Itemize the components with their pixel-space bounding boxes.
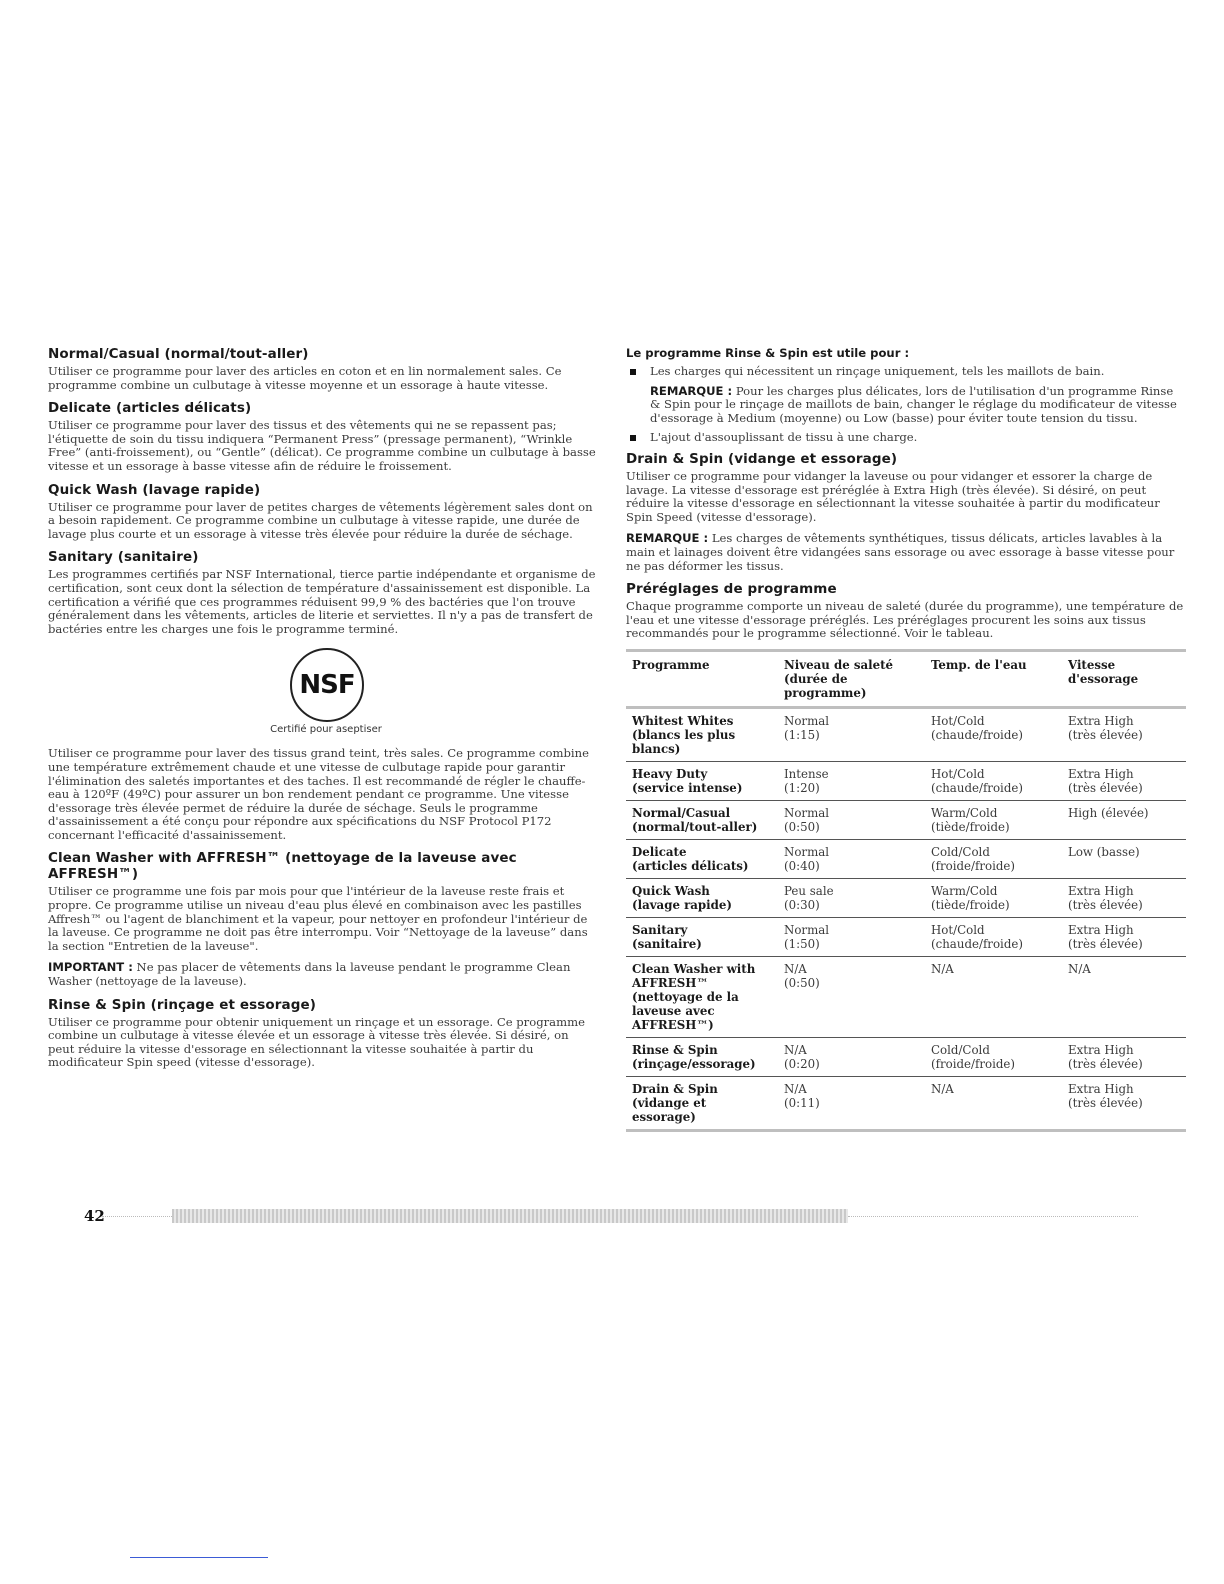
section-title: Le programme Rinse & Spin est utile pour : [626, 346, 910, 360]
cell-line: (articles délicats) [632, 858, 749, 873]
table-cell [925, 707, 1062, 761]
section-sanitary [48, 549, 596, 842]
table-cell [626, 878, 778, 917]
list-item: Les charges qui nécessitent un rinçage uniquement, tels les maillots de bain. [626, 365, 1186, 379]
cell-line: (0:50) [784, 819, 820, 834]
cell-line: (très élevée) [1068, 1056, 1143, 1071]
cell-line: Normal [784, 844, 830, 859]
remark-label: REMARQUE : [626, 531, 709, 546]
section-delicate [48, 400, 596, 473]
table-body [626, 707, 1186, 1130]
cell-line: Low (basse) [1068, 844, 1140, 859]
remark-note [626, 385, 1186, 426]
cell-line: Heavy Duty [632, 766, 708, 781]
table-cell [925, 800, 1062, 839]
table-cell [626, 839, 778, 878]
bullet-list [626, 365, 1186, 379]
footer-divider [102, 1216, 172, 1217]
section-title: Quick Wash (lavage rapide) [48, 481, 261, 498]
section-text: Utiliser ce programme pour laver des tissus grand teint, très sales. Ce programme combine une température extrêmement chaude et une vitesse de culbutage rapide pour garantir l'élimination des saletés importantes et des taches. Il est recommandé de régler le chauffe-eau à 120ºF (49ºC) pour assurer un bon rendement pendant ce programme. Une vitesse d'essorage très élevée permet de réduire la durée de séchage. Seuls le programme d'assainissement a été conçu pour répondre aux spécifications du NSF Protocol P172 concernant l'efficacité d'assainissement. [48, 746, 589, 842]
section-title: Préréglages de programme [626, 581, 837, 598]
column-header: Niveau de saleté (durée de programme) [778, 650, 925, 707]
cell-line: Whitest Whites [632, 713, 734, 728]
cell-line: Peu sale [784, 883, 834, 898]
cell-line: N/A [931, 961, 954, 976]
cell-line: (1:50) [784, 936, 820, 951]
cell-line: Normal [784, 713, 830, 728]
table-header-row [626, 650, 1186, 707]
cell-line: (0:50) [784, 975, 820, 990]
table-row [626, 707, 1186, 761]
cell-line: (froide/froide) [931, 1056, 1016, 1071]
cell-line: Extra High [1068, 883, 1134, 898]
cell-line: Cold/Cold [931, 844, 990, 859]
table-cell [1062, 956, 1186, 1037]
table-row [626, 917, 1186, 956]
cell-line: N/A [1068, 961, 1091, 976]
table-cell [626, 800, 778, 839]
column-header: Temp. de l'eau [925, 650, 1062, 707]
table-cell [778, 956, 925, 1037]
section-title: Normal/Casual (normal/tout-aller) [48, 346, 309, 362]
cell-line: Rinse & Spin [632, 1042, 718, 1057]
table-cell [925, 761, 1062, 800]
table-row [626, 956, 1186, 1037]
nsf-caption: Certifié pour aseptiser [270, 724, 382, 736]
table-cell [778, 1037, 925, 1076]
bottom-rule [130, 1557, 268, 1558]
cell-line: (service intense) [632, 780, 743, 795]
table-cell [1062, 761, 1186, 800]
section-clean-washer [48, 850, 596, 988]
nsf-logo-icon: NSF [290, 648, 364, 722]
section-drain-spin [626, 451, 1186, 573]
cell-line: Extra High [1068, 1081, 1134, 1096]
cell-line: Delicate [632, 844, 687, 859]
table-cell [925, 1037, 1062, 1076]
section-rinse-spin [48, 997, 596, 1070]
table-cell [626, 956, 778, 1037]
cell-line: (0:11) [784, 1095, 820, 1110]
section-presets [626, 581, 1186, 641]
section-text: Utiliser ce programme pour vidanger la laveuse ou pour vidanger et essorer la charge de lavage. La vitesse d'essorage est préréglée à Extra High (très élevée). Si désiré, on peut réduire la vitesse d'essorage en sélectionnant la vitesse souhaitée à partir du modificateur Spin Speed (vitesse d'essorage). [626, 468, 1160, 524]
cell-line: Extra High [1068, 713, 1134, 728]
cell-line: (vidange et essorage) [632, 1095, 707, 1124]
cell-line: (rinçage/essorage) [632, 1056, 756, 1071]
remark-text: Les charges de vêtements synthétiques, tissus délicats, articles lavables à la main et lainages doivent être vidangées sans essorage ou avec essorage à basse vitesse pour ne pas déformer les tissus. [626, 531, 1175, 573]
remark-text: Pour les charges plus délicates, lors de l'utilisation d'un programme Rinse & Spin pour le rinçage de maillots de bain, changer le réglage du modificateur de vitesse d'essorage à Medium (moyenne) ou Low (basse) pour éviter toute tension du tissu. [650, 383, 1177, 425]
page-footer [40, 1207, 1140, 1227]
cell-line: (1:15) [784, 727, 820, 742]
cell-line: (chaude/froide) [931, 936, 1023, 951]
list-item: L'ajout d'assouplissant de tissu à une charge. [626, 431, 1186, 445]
left-column [48, 346, 596, 1078]
table-row [626, 1076, 1186, 1130]
table-cell [778, 878, 925, 917]
cell-line: Hot/Cold [931, 922, 985, 937]
table-cell [778, 839, 925, 878]
cell-line: Sanitary [632, 922, 688, 937]
cell-line: (très élevée) [1068, 727, 1143, 742]
section-quick-wash [48, 482, 596, 542]
cell-line: (très élevée) [1068, 897, 1143, 912]
important-label: IMPORTANT : [48, 960, 133, 975]
section-title: Drain & Spin (vidange et essorage) [626, 450, 898, 467]
footer-bar [172, 1209, 848, 1223]
cell-line: Normal [784, 805, 830, 820]
cell-line: Warm/Cold [931, 883, 998, 898]
cell-line: Extra High [1068, 766, 1134, 781]
table-cell [778, 707, 925, 761]
section-title: Sanitary (sanitaire) [48, 549, 199, 566]
remark-label: REMARQUE : [650, 383, 733, 398]
important-text: Ne pas placer de vêtements dans la laveuse pendant le programme Clean Washer (nettoyage de la laveuse). [48, 960, 571, 989]
table-cell [1062, 800, 1186, 839]
cell-line: Extra High [1068, 1042, 1134, 1057]
cell-line: N/A [784, 961, 807, 976]
cell-line: (tiède/froide) [931, 819, 1010, 834]
cell-line: (chaude/froide) [931, 780, 1023, 795]
page-number: 42 [84, 1207, 105, 1225]
cell-line: (très élevée) [1068, 1095, 1143, 1110]
section-rinse-useful [626, 346, 1186, 445]
cell-line: (blancs les plus blancs) [632, 727, 736, 756]
cell-line: (0:30) [784, 897, 820, 912]
table-cell [778, 761, 925, 800]
table-cell [925, 878, 1062, 917]
cell-line: (lavage rapide) [632, 897, 732, 912]
cell-line: (sanitaire) [632, 936, 702, 951]
cell-line: (chaude/froide) [931, 727, 1023, 742]
cell-line: Hot/Cold [931, 713, 985, 728]
cell-line: (très élevée) [1068, 780, 1143, 795]
cell-line: Quick Wash [632, 883, 710, 898]
table-cell [778, 917, 925, 956]
table-cell [925, 956, 1062, 1037]
cell-line: Normal [784, 922, 830, 937]
cell-line: N/A [931, 1081, 954, 1096]
cell-line: Intense [784, 766, 829, 781]
section-text: Utiliser ce programme pour laver des tissus et des vêtements qui ne se repassent pas; l'étiquette de soin du tissu indiquera “Permanent Press” (pressage permanent), “Wrinkle Free” (anti-froissement), ou “Gentle” (délicat). Ce programme combine un culbutage à basse vitesse et un essorage à basse vitesse afin de réduire le froissement. [48, 418, 596, 473]
bullet-list [626, 431, 1186, 445]
table-cell [626, 917, 778, 956]
table-row [626, 839, 1186, 878]
cell-line: Drain & Spin [632, 1081, 718, 1096]
table-cell [1062, 839, 1186, 878]
column-header: Vitesse d'essorage [1062, 650, 1186, 707]
nsf-certification [48, 648, 596, 735]
table-cell [1062, 1076, 1186, 1130]
section-normal-casual [48, 346, 596, 392]
section-text: Utiliser ce programme pour laver des articles en coton et en lin normalement sales. Ce programme combine un culbutage à vitesse moyenne et un essorage à haute vitesse. [48, 364, 562, 392]
right-column [626, 346, 1186, 1132]
section-title: Clean Washer with AFFRESH™ (nettoyage de la laveuse avec AFFRESH™) [48, 850, 517, 883]
table-cell [1062, 878, 1186, 917]
section-title: Delicate (articles délicats) [48, 400, 252, 417]
remark-note [626, 532, 1186, 573]
table-cell [626, 761, 778, 800]
cell-line: N/A [784, 1081, 807, 1096]
cell-line: (froide/froide) [931, 858, 1016, 873]
table-cell [778, 800, 925, 839]
cell-line: Cold/Cold [931, 1042, 990, 1057]
cell-line: (0:40) [784, 858, 820, 873]
cell-line: N/A [784, 1042, 807, 1057]
cell-line: (très élevée) [1068, 936, 1143, 951]
table-cell [925, 1076, 1062, 1130]
table-cell [1062, 917, 1186, 956]
table-row [626, 878, 1186, 917]
column-header: Programme [626, 650, 778, 707]
section-text: Chaque programme comporte un niveau de saleté (durée du programme), une température de l'eau et une vitesse d'essorage préréglés. Les préréglages procurent les soins aux tissus recommandés pour le programme sélectionné. Voir le tableau. [626, 599, 1184, 641]
cell-line: Clean Washer with AFFRESH™ (nettoyage de la laveuse avec AFFRESH™) [632, 961, 756, 1032]
section-text: Utiliser ce programme pour laver de petites charges de vêtements légèrement sales dont on a besoin rapidement. Ce programme combine un culbutage à vitesse rapide, une durée de lavage plus courte et un essorage à vitesse très élevée pour réduire la durée de séchage. [48, 499, 593, 541]
table-row [626, 761, 1186, 800]
table-cell [925, 839, 1062, 878]
cell-line: Normal/Casual [632, 805, 731, 820]
footer-divider [848, 1216, 1138, 1217]
table-cell [626, 1037, 778, 1076]
table-cell [778, 1076, 925, 1130]
table-cell [626, 707, 778, 761]
cell-line: Extra High [1068, 922, 1134, 937]
cell-line: High (élevée) [1068, 805, 1149, 820]
section-text: Les programmes certifiés par NSF International, tierce partie indépendante et organisme de certification, sont ceux dont la sélection de température d'assainissement est disponible. La certification a vérifié que ces programmes réduisent 99,9 % des bactéries que l'on trouve généralement dans les vêtements, articles de literie et serviettes. Il n'y a pas de transfert de bactéries entre les charges une fois le programme terminé. [48, 567, 596, 636]
section-text: Utiliser ce programme une fois par mois pour que l'intérieur de la laveuse reste frais et propre. Ce programme utilise un niveau d'eau plus élevé en combinaison avec les pastilles Affresh™ ou l'agent de blanchiment et la vapeur, pour nettoyer en profondeur l'intérieur de la laveuse. Ce programme ne doit pas être interrompu. Voir “Nettoyage de la laveuse” dans la section "Entretien de la laveuse". [48, 884, 588, 953]
important-note [48, 961, 596, 988]
table-cell [1062, 707, 1186, 761]
table-cell [626, 1076, 778, 1130]
table-row [626, 1037, 1186, 1076]
cell-line: (normal/tout-aller) [632, 819, 758, 834]
section-title: Rinse & Spin (rinçage et essorage) [48, 996, 316, 1013]
presets-table [626, 649, 1186, 1132]
cell-line: (tiède/froide) [931, 897, 1010, 912]
cell-line: (0:20) [784, 1056, 820, 1071]
cell-line: Warm/Cold [931, 805, 998, 820]
cell-line: Hot/Cold [931, 766, 985, 781]
cell-line: (1:20) [784, 780, 820, 795]
table-cell [925, 917, 1062, 956]
table-row [626, 800, 1186, 839]
section-text: Utiliser ce programme pour obtenir uniquement un rinçage et un essorage. Ce programme combine un culbutage à vitesse élevée et un essorage à vitesse très élevée. Si désiré, on peut réduire la vitesse d'essorage en sélectionnant la vitesse souhaitée à partir du modificateur Spin speed (vitesse d'essorage). [48, 1014, 585, 1070]
table-cell [1062, 1037, 1186, 1076]
